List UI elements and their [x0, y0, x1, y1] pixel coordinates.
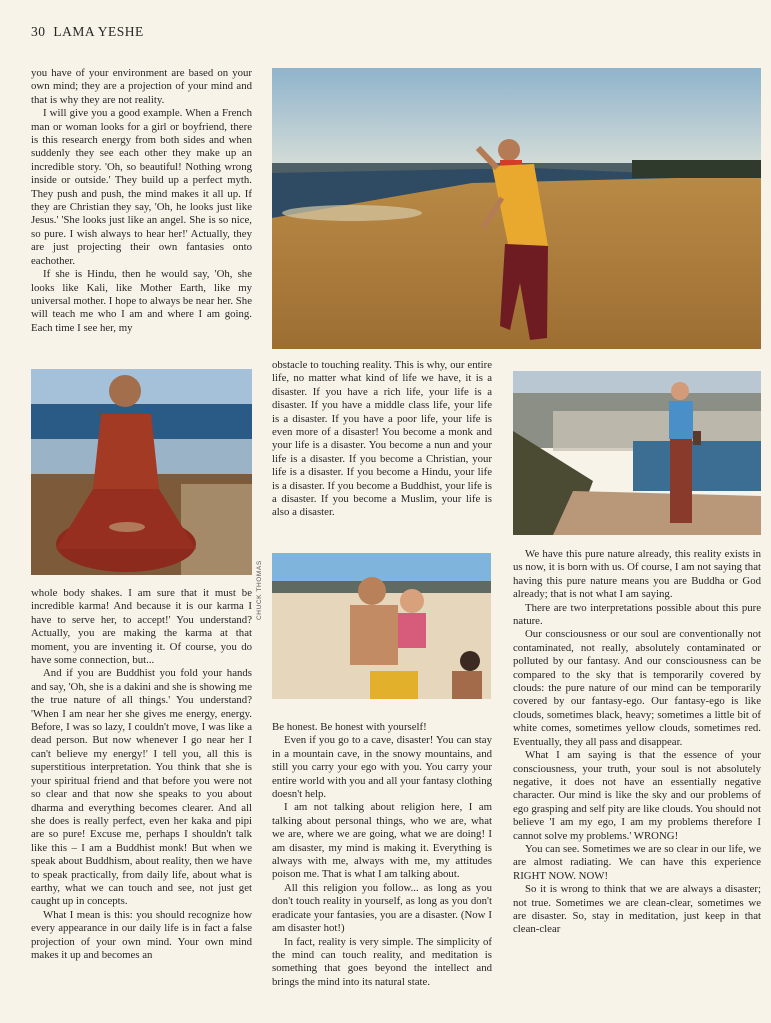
photo-credit: CHUCK THOMAS: [256, 560, 263, 620]
paragraph: There are two interpretations possible about this pure nature.: [513, 601, 761, 628]
paragraph: I am not talking about religion here, I am talking about personal things, who we are, what we are, where we are going, what we are doing! I am disaster, my mind is making it. Everything is always with me, always with me, my attitudes poison me. That is what I am talking about.: [272, 801, 492, 881]
paragraph: Even if you go to a cave, disaster! You can stay in a mountain cave, in the snowy mountains, and still you carry your ego with you. You carry your entire world with you and all your fantasy clothing doesn't help.: [272, 734, 492, 801]
paragraph: And if you are Buddhist you fold your hands and say, 'Oh, she is a dakini and she is showing me the true nature of all things.' You understand? 'When I am near her she gives me energy, energy. Before, I was so lazy, I couldn't move, I was like a dead person. But now whenever I go near her I can't believe my energy!' I tell you, all this is superstitious interpretation. You think that she is your spiritual friend and that before you were not so clear and that now she speaks to you about dharma and everything becomes clearer. And all she does is really perfect, even her kaka and pipi are so pure! Excuse me, perhaps I shouldn't talk like this – I am a Buddhist monk! But when we speak about Buddhism, about reality, then we have to speak practically, from daily life, about what is earthy, what we can touch and see, not just get caught up in concepts.: [31, 667, 252, 908]
photo-lama-on-beach-graphic: [272, 68, 761, 349]
photo-nun-meditating-graphic: [31, 369, 252, 575]
running-title: LAMA YESHE: [53, 24, 144, 39]
paragraph: You can see. Sometimes we are so clear in our life, we are almost radiating. We can have this experience RIGHT NOW. NOW!: [513, 842, 761, 882]
paragraph: you have of your environment are based on your own mind; they are a projection of your mind and that is why they are not reality.: [31, 67, 252, 106]
column-2-bottom-text: [272, 721, 492, 1015]
photo-lama-on-beach: [272, 68, 761, 349]
paragraph: Be honest. Be honest with yourself!: [272, 721, 427, 733]
paragraph: obstacle to touching reality. This is why, our entire life, no matter what kind of life we have, it is a disaster. If you have a rich life, your life is a disaster. If you have a middle class life, your life is a disaster. If you have a poor life, your life is even more of a disaster! You become a monk and your life is a disaster. You become a nun and your life is a disaster. If you become a Christian, your life is a disaster. If you become a Hindu, your life is a disaster. If you become a Buddhist, your life is a disaster. If you become a Muslim, your life is also a disaster.: [272, 359, 492, 519]
photo-lama-with-child: [272, 553, 491, 699]
paragraph: We have this pure nature already, this reality exists in us now, it is born with us. Of course, I am not saying that having this pure nature means you are Buddha or God already; that is not what I am saying.: [513, 548, 761, 601]
paragraph: All this religion you follow... as long as you don't touch reality in yourself, as long as you don't eradicate your fantasies, you are a disaster. (Now I am disaster hot!): [272, 881, 492, 935]
paragraph: So it is wrong to think that we are always a disaster; not true. Sometimes we are clean-clear, sometimes we are disaster. So, stay in meditation, just keep in that clean-clear: [513, 883, 761, 936]
photo-man-on-hill-graphic: [513, 371, 761, 535]
column-2-top-text: [272, 359, 492, 539]
page-number: 30: [31, 24, 46, 39]
paragraph: What I am saying is that the essence of your consciousness, your truth, your soul is not absolutely negative, it does not have an essentially negative character. Our mind is like the sky and our problems of ego grasping and self pity are like clouds. You should not believe 'I am my ego, I am my problems therefore I cannot solve my problems.' WRONG!: [513, 749, 761, 842]
page-header: [31, 24, 144, 40]
column-1-bottom-text: [31, 587, 252, 1015]
paragraph: I will give you a good example. When a French man or woman looks for a girl or boyfriend, there is this research energy from both sides and when suddenly they see each other they make up an incredible story. 'Oh, so beautiful! Nothing wrong inside or outside.' They build up a perfect myth. They push and push, the mind makes it all up. If they are Christian they say, 'Oh, he looks just like Jesus.' 'She looks just like an angel. She is so nice, so pure. I wish always to hear her!' Actually, they are just projecting their own fantasies onto eachother.: [31, 107, 252, 267]
paragraph: whole body shakes. I am sure that it must be incredible karma! And because it is our karma I have to serve her, to accept!' You understand? Actually, you are making the karma at that moment, you are inventing it. Of course, you do have some connection, but...: [31, 587, 252, 667]
paragraph: In fact, reality is very simple. The simplicity of the mind can touch reality, and meditation is something that goes beyond the intellect and brings the mind into its natural state.: [272, 935, 492, 988]
column-3-text: [513, 548, 761, 1015]
paragraph: What I mean is this: you should recognize how every appearance in our daily life is in fact a false projection of your own mind. Your own mind makes it up and becomes an: [31, 908, 252, 961]
paragraph: Our consciousness or our soul are conventionally not contaminated, not really, absolutely contaminated or polluted by our fantasy. And our consciousness can be compared to the sky that is temporarily covered by clouds: the pure nature of our mind can be temporarily covered by our fantasy-ego. Our fantasy-ego is like clouds, sometimes black, heavy; sometimes a little bit of white comes, sometimes yellow clouds, sometimes red. Eventually, they all pass and disappear.: [513, 628, 761, 748]
photo-nun-meditating: [31, 369, 252, 575]
photo-man-on-hill: [513, 371, 761, 535]
photo-lama-with-child-graphic: [272, 553, 491, 699]
column-1-top-text: [31, 67, 252, 363]
paragraph: If she is Hindu, then he would say, 'Oh, she looks like Kali, like Mother Earth, like my universal mother. I hope to always be near her. She will teach me who I am and where I am going. Each time I see her, my: [31, 268, 252, 334]
